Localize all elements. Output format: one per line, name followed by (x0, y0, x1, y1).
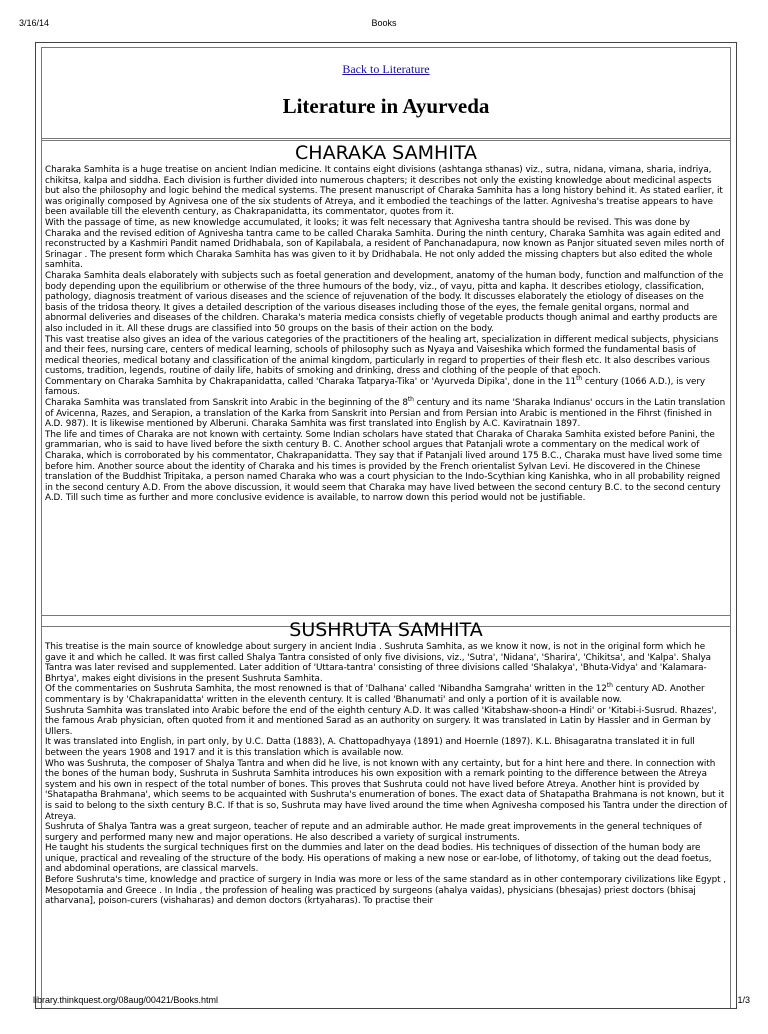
section-heading: CHARAKA SAMHITA (295, 142, 477, 164)
paragraph: Of the commentaries on Sushruta Samhita, the most renowned is that of 'Dalhana' called 'Nibandha Samgraha' written in the 12th century AD. Another commentary is by 'Chakrapanidatta' written in the eleventh century. It is called 'Bhanumati' and only a portion of it is available now. (45, 682, 705, 705)
title-cell (41, 47, 731, 141)
print-url: library.thinkquest.org/08aug/00421/Books.html (33, 995, 218, 1005)
paragraph: Charaka Samhita was translated from Sanskrit into Arabic in the beginning of the 8th century and its name 'Sharaka Indianus' occurs in the Latin translation of Avicenna, Razes, and Serapion, a translation of the Karka from Sanskrit into Persian and from Persian into Arabic is mentioned in the Fihrst (finished in A.D. 987). It is likewise mentioned by Alberuni. Charaka Samhita was first translated into English by A.C. Kaviratnain 1897. (45, 396, 726, 430)
section-charaka-samhita (41, 138, 731, 627)
paragraph: With the passage of time, as new knowledge accumulated, it looks; it was felt necessary that Agnivesha tantra should be revised. This was done by Charaka and the revised edition of Agnivesha tantra came to be called Charaka Samhita. During the ninth century, Charaka Samhita was again edited and reconstructed by a Kashmiri Pandit named Dridhabala, son of Kapilabala, a resident of Panchanadapura, now known as Panjor situated seven miles north of Srinagar . The present form which Charaka Samhita has was given to it by Dridhabala. He not only added the missing chapters but also edited the whole samhita. (45, 217, 725, 271)
section-heading: SUSHRUTA SAMHITA (289, 619, 483, 641)
paragraph: This vast treatise also gives an idea of the various categories of the practitioners of the healing art, specialization in different medical subjects, physicians and their fees, nursing care, centers of medical learning, schools of philosophy such as Nyaya and Vaiseshika which formed the fundamental basis of medical theories, medical botany and classification of the animal kingdom, particularly in regard to properties of their flesh etc. It also describes various customs, tradition, legends, routine of daily life, habits of smoking and drinking, dress and clothing of the people of that epoch. (45, 334, 719, 377)
paragraph: Sushruta Samhita was translated into Arabic before the end of the eighth century A.D. It was called 'Kitabshaw-shoon-a Hindi' or 'Kitabi-i-Susrud. Rhazes', the famous Arab physician, often quoted from it and mentioned Sarad as an authority on surgery. It was translated in Latin by Hassler and in German by Ullers. (45, 705, 717, 737)
paragraph: It was translated into English, in part only, by U.C. Datta (1883), A. Chattopadhyaya (1891) and Hoernle (1897). K.L. Bhisagaratna translated it in full between the years 1908 and 1917 and it is this translation which is available now. (45, 737, 695, 758)
content-frame (35, 42, 737, 1009)
back-to-literature-link[interactable]: Back to Literature (342, 62, 430, 76)
paragraph: This treatise is the main source of knowledge about surgery in ancient India . Sushruta Samhita, as we know it now, is not in the original form which he gave it and which he called. It was first called Shalya Tantra consisted of only five divisions, viz., 'Sutra', 'Nidana', 'Sharira', 'Chikitsa', and 'Kalpa'. Shalya Tantra was later revised and supplemented. Later addition of 'Uttara-tantra' consisting of three divisions called 'Shalakya', 'Bhuta-Vidya' and 'Kalamara-Bhrtya', makes eight divisions in the present Sushruta Samhita. (45, 642, 711, 684)
print-header (0, 18, 768, 32)
paragraph: Before Sushruta's time, knowledge and practice of surgery in India was more or less of the same standard as in other contemporary civilizations like Egypt , Mesopotamia and Greece . In India , the profession of healing was practiced by surgeons (ahalya vaidas), physicians (bhesajas) priest doctors (bhisaj atharvana], poison-curers (vishaharas) and demon doctors (krtyaharas). To practise their (45, 875, 727, 907)
print-title: Books (371, 18, 397, 28)
print-page-number: 1/3 (737, 995, 750, 1005)
page-title: Literature in Ayurveda (282, 94, 490, 118)
paragraph: Who was Sushruta, the composer of Shalya Tantra and when did he live, is not known with any certainty, but for a hint here and there. In connection with the bones of the human body, Sushruta in Sushruta Samhita introduces his own exposition with a remark pointing to the difference between the Atreya system and his own in respect of the total number of bones. This proves that Sushruta could not have lived before Atreya. Another hint is provided by 'Shatapatha Brahmana', which seems to be acquainted with Sushruta's enumeration of bones. The exact data of Shatapatha Brahmana is not known, but it is said to belong to the sixth century B.C. If that is so, Sushruta may have lived around the time when Agnivesha composed his Tantra under the direction of Atreya. (45, 758, 728, 822)
paragraph: The life and times of Charaka are not known with certainty. Some Indian scholars have stated that Charaka of Charaka Samhita existed before Panini, the grammarian, who is said to have lived before the sixth century B. C. Another school argues that Patanjali wrote a commentary on the medical work of Charaka, which is corroborated by his commentator, Chakrapanidatta. They say that if Patanjali lived around 175 B.C., Charaka must have lived some time before him. Another source about the identity of Charaka and his times is provided by the French orientalist Sylvan Levi. He discovered in the Chinese translation of the Buddhist Tripitaka, a person named Charaka who was a court physician to the Indo-Scythian king Kanishka, who in all probability reigned in the second century A.D. From the above discussion, it would seem that Charaka may have lived between the second century B.C. to the second century A.D. Till such time as further and more conclusive evidence is available, to narrow down this period would not be justifiable. (45, 429, 722, 504)
paragraph: Charaka Samhita deals elaborately with subjects such as foetal generation and development, anatomy of the human body, function and malfunction of the body depending upon the equilibrium or otherwise of the three humours of the body, viz., of vayu, pitta and kapha. It describes etiology, classification, pathology, diagnosis treatment of various diseases and the science of rejuvenation of the body. It discusses elaborately the etiology of diseases on the basis of the tridosa theory. It gives a detailed description of the various diseases including those of the eyes, the female genital organs, normal and abnormal deliveries and diseases of the children. Charaka's materia medica consists chiefly of vegetable products though animal and earthy products are also included in it. All these drugs are classified into 50 groups on the basis of their action on the body. (45, 270, 724, 334)
paragraph: Commentary on Charaka Samhita by Chakrapanidatta, called 'Charaka Tatparya-Tika' or 'Ayurveda Dipika', done in the 11th century (1066 A.D.), is very famous. (45, 374, 706, 398)
paragraph: Charaka Samhita is a huge treatise on ancient Indian medicine. It contains eight divisions (ashtanga sthanas) viz., sutra, nidana, vimana, sharia, indriya, chikitsa, kalpa and siddha. Each division is further divided into numerous chapters; it describes not only the existing knowledge about medicinal aspects but also the philosophy and logic behind the medical systems. The present manuscript of Charaka Samhita has a long history behind it. As stated earlier, it was originally composed by Agnivesa one of the six students of Atreya, and it embodied the teachings of the latter. Agnivesha's treatise appears to have been available till the eleventh century, as Chakrapanidatta, its commentator, quotes from it. (45, 165, 723, 218)
print-date: 3/16/14 (19, 18, 50, 28)
print-footer (0, 995, 768, 1034)
paragraph: Sushruta of Shalya Tantra was a great surgeon, teacher of repute and an admirable author. He made great improvements in the general techniques of surgery and performed many new and major operations. He also described a variety of surgical instruments. (45, 822, 702, 843)
section-sushruta-samhita (41, 615, 731, 1009)
paragraph: He taught his students the surgical techniques first on the dummies and later on the dead bodies. His techniques of dissection of the human body are unique, practical and revealing of the structure of the body. His operations of making a new nose or ear-lobe, of lithotomy, of taking out the dead foetus, and abdominal operations, are classical marvels. (45, 843, 712, 875)
